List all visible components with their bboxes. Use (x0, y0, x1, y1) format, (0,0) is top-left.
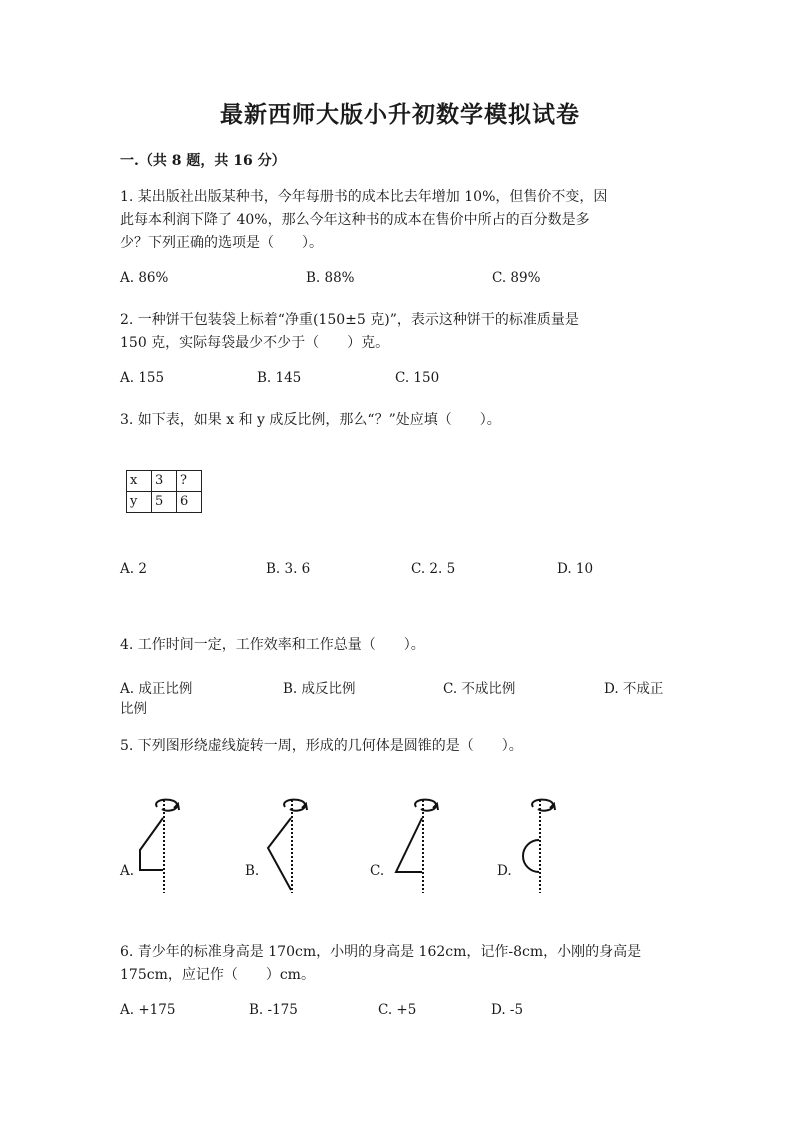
question-3-option-c: C. 2. 5 (411, 561, 456, 577)
question-2-option-a: A. 155 (120, 370, 165, 386)
question-6-option-b: B. -175 (249, 1002, 298, 1018)
question-2-line-1: 2. 一种饼干包装袋上标着“净重(150±5 克)”，表示这种饼干的标准质量是 (120, 312, 579, 328)
figure-label-c: C. (370, 863, 385, 879)
table-cell: 6 (177, 492, 202, 513)
question-5-line-1: 5. 下列图形绕虚线旋转一周，形成的几何体是圆锥的是（ ）。 (120, 738, 523, 754)
question-4-option-d-wrap: 比例 (120, 701, 147, 717)
question-1-option-a: A. 86% (120, 270, 169, 286)
question-3-line-1: 3. 如下表，如果 x 和 y 成反比例，那么“？”处应填（ ）。 (120, 412, 501, 428)
question-6-option-a: A. +175 (120, 1002, 176, 1018)
table-cell: ? (177, 471, 202, 492)
table-cell: 3 (152, 471, 177, 492)
figure-label-b: B. (245, 863, 260, 879)
question-4-option-a: A. 成正比例 (120, 681, 193, 697)
question-3-option-d: D. 10 (557, 561, 594, 577)
question-3-option-b: B. 3. 6 (266, 561, 311, 577)
question-1-line-2: 此每本利润下降了 40%，那么今年这种书的成本在售价中所占的百分数是多 (120, 212, 590, 228)
table-cell: y (127, 492, 152, 513)
question-4-line-1: 4. 工作时间一定，工作效率和工作总量（ ）。 (120, 637, 425, 653)
question-1-option-c: C. 89% (492, 270, 541, 286)
question-4-option-d: D. 不成正 (604, 681, 664, 697)
question-2-option-c: C. 150 (395, 370, 440, 386)
question-2-option-b: B. 145 (257, 370, 302, 386)
question-2-line-2: 150 克，实际每袋最少不少于（ ）克。 (120, 335, 390, 351)
question-1-line-1: 1. 某出版社出版某种书，今年每册书的成本比去年增加 10%，但售价不变，因 (120, 189, 608, 205)
question-4-option-b: B. 成反比例 (283, 681, 356, 697)
page-title: 最新西师大版小升初数学模拟试卷 (220, 101, 580, 128)
question-4-option-c: C. 不成比例 (443, 681, 516, 697)
figure-label-a: A. (120, 863, 135, 879)
section-heading: 一.（共 8 题，共 16 分） (120, 153, 286, 169)
figure-d-shape (523, 800, 555, 893)
question-6-option-d: D. -5 (491, 1002, 524, 1018)
question-6-line-2: 175cm，应记作（ ）cm。 (120, 967, 315, 983)
question-1-option-b: B. 88% (306, 270, 355, 286)
question-3-option-a: A. 2 (120, 561, 147, 577)
question-6-option-c: C. +5 (378, 1002, 417, 1018)
table-cell: 5 (152, 492, 177, 513)
figure-label-d: D. (497, 863, 512, 879)
table-cell: x (127, 471, 152, 492)
question-1-line-3: 少？下列正确的选项是（ ）。 (120, 235, 323, 251)
question-6-line-1: 6. 青少年的标准身高是 170cm，小明的身高是 162cm，记作-8cm，小刚的身高是 (120, 944, 642, 960)
figure-a-shape (140, 800, 179, 893)
figure-c-shape (396, 800, 438, 893)
figure-b-shape (268, 800, 307, 893)
